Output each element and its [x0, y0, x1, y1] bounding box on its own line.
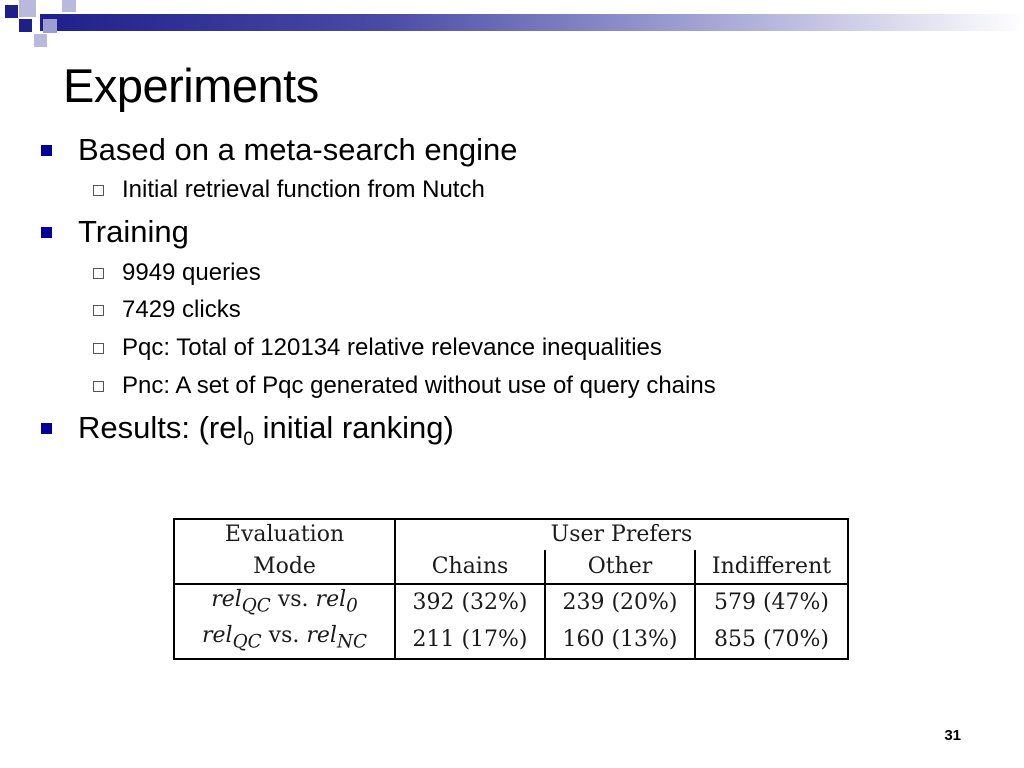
decor-square	[43, 19, 57, 33]
title-decoration	[0, 0, 1024, 48]
cell-chains: 392 (32%)	[395, 584, 545, 621]
square-bullet-icon	[41, 227, 52, 238]
hollow-square-bullet-icon	[93, 185, 104, 196]
bullet-text: Training	[78, 214, 189, 249]
math-var: rel	[211, 587, 242, 612]
bullet-results	[78, 410, 454, 451]
bullet-text: Based on a meta-search engine	[78, 132, 518, 167]
math-sub: 0	[346, 595, 358, 617]
header-chains: Chains	[395, 550, 545, 584]
cell-indifferent: 579 (47%)	[695, 584, 848, 621]
hollow-square-bullet-icon	[93, 268, 104, 279]
square-bullet-icon	[41, 423, 52, 434]
bullet-text: Pqc: Total of 120134 relative relevance inequalities	[122, 334, 662, 361]
hollow-square-bullet-icon	[93, 343, 104, 354]
vs-text: vs.	[277, 587, 309, 612]
header-evaluation: Evaluation	[224, 522, 345, 547]
math-sub: NC	[336, 631, 367, 653]
row-mode-label	[174, 584, 395, 621]
math-sub: QC	[241, 595, 271, 617]
decor-square	[5, 5, 18, 18]
sub-bullet-nutch	[122, 176, 485, 204]
math-var: rel	[315, 587, 347, 612]
header-user-prefers: User Prefers	[395, 519, 848, 550]
bullet-meta-search	[78, 132, 517, 168]
title-gradient-bar	[40, 14, 1024, 31]
sub-bullet-pnc	[122, 372, 716, 400]
row-mode-label	[174, 621, 395, 658]
decor-square	[19, 19, 32, 32]
sub-bullet-queries	[122, 259, 261, 287]
table-row	[174, 621, 848, 658]
cell-other: 239 (20%)	[545, 584, 695, 621]
square-bullet-icon	[41, 145, 52, 156]
math-sub: QC	[232, 631, 262, 653]
bullet-subscript: 0	[243, 429, 254, 450]
decor-square	[19, 0, 36, 17]
vs-text: vs.	[268, 623, 300, 649]
decor-square	[34, 34, 47, 47]
cell-indifferent: 855 (70%)	[695, 621, 848, 658]
bullet-text: 7429 clicks	[122, 296, 241, 323]
bullet-text: Initial retrieval function from Nutch	[122, 176, 485, 203]
page-title: Experiments	[63, 59, 319, 112]
cell-other: 160 (13%)	[545, 621, 695, 658]
cell-chains: 211 (17%)	[395, 621, 545, 658]
bullet-training	[78, 214, 189, 250]
header-other: Other	[545, 550, 695, 584]
table-row	[174, 584, 848, 621]
math-var: rel	[202, 623, 233, 649]
bullet-text: initial ranking)	[253, 410, 454, 445]
math-var: rel	[306, 623, 337, 649]
results-table	[173, 518, 849, 660]
bullet-text: Pnc: A set of Pqc generated without use of query chains	[122, 372, 716, 399]
sub-bullet-pqc	[122, 334, 662, 362]
decor-square	[62, 0, 76, 12]
header-indifferent: Indifferent	[695, 550, 848, 584]
header-mode: Mode	[253, 553, 316, 579]
hollow-square-bullet-icon	[93, 305, 104, 316]
hollow-square-bullet-icon	[93, 381, 104, 392]
bullet-text: 9949 queries	[122, 259, 261, 286]
bullet-text: Results: (rel	[78, 410, 244, 445]
sub-bullet-clicks	[122, 296, 241, 324]
page-number: 31	[944, 727, 961, 744]
